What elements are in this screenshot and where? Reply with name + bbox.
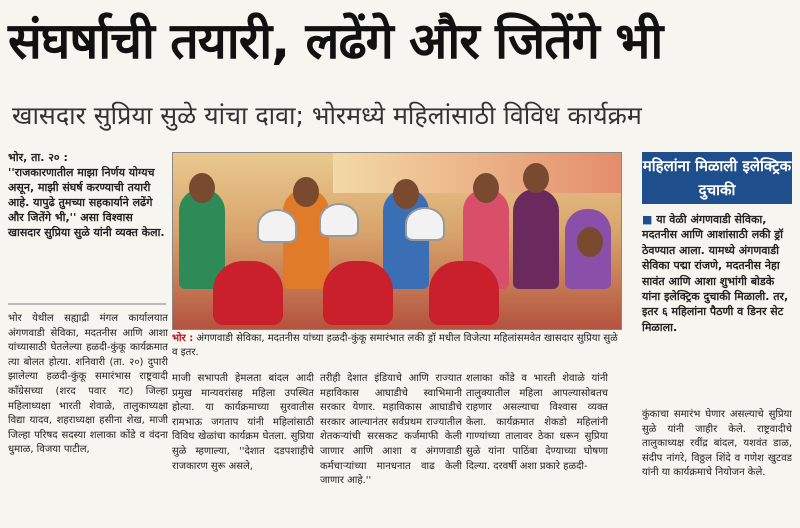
helmet-icon bbox=[319, 203, 359, 237]
helmet-icon bbox=[257, 209, 297, 243]
lead-quote-box bbox=[8, 150, 166, 300]
news-photo bbox=[172, 152, 622, 330]
photo-caption bbox=[172, 332, 624, 362]
body-column-1: भोर येथील सह्याद्री मंगल कार्यालयात अंगणवाडी सेविका, मदतनीस आणि आशा यांच्यासाठी घेतलेल्या हळदी-कुंकू कार्यक्रमात त्या बोलत होत्या. शनिवारी (ता. २०) दुपारी झालेल्या हळदी-कुंकू समारंभास राष्ट्रवादी काँग्रेसच्या (शरद पवार गट) जिल्हा महिलाध्यक्षा भारती शेवाळे, तालुकाध्यक्षा विद्या यादव, शहराध्यक्षा हसीना शेख, माजी जिल्हा परिषद सदस्या शलाका कोंडे व वंदना धुमाळ, विजया पाटील, bbox=[8, 313, 168, 456]
sidebar-body bbox=[642, 212, 792, 398]
sidebar-heading: महिलांना मिळाली इलेक्ट्रिक दुचाकी bbox=[642, 152, 792, 204]
scooter-icon bbox=[323, 261, 393, 325]
scooter-icon bbox=[213, 261, 283, 325]
lead-quote: ''राजकारणातील माझा निर्णय योग्यच असून, माझी संघर्ष करण्याची तयारी आहे. यापुढे तुमच्या सहकार्याने लढेंगे और जितेंगे भी,'' असा विश्वास खासदार सुप्रिया सुळे यांनी व्यक्त केला. bbox=[8, 166, 165, 239]
photo-head bbox=[293, 177, 319, 207]
divider bbox=[8, 303, 166, 305]
photo-head bbox=[393, 179, 419, 209]
dateline: भोर, ता. २० : bbox=[8, 151, 68, 164]
headline: संघर्षाची तयारी, लढेंगे और जितेंगे भी bbox=[8, 12, 663, 70]
bullet-icon: ■ bbox=[642, 213, 653, 226]
helmet-icon bbox=[405, 207, 445, 241]
scooter-icon bbox=[429, 261, 499, 325]
sidebar-text: या वेळी अंगणवाडी सेविका, मदतनीस आणि आशांसाठी लकी ड्रॉ ठेवण्यात आला. यामध्ये अंगणवाडी सेविका पद्मा रांजणे, मदतनीस नेहा सावंत आणि आशा शुभांगी बोडके यांना इलेक्ट्रिक दुचाकी मिळाली. तर, इतर ६ महिलांना पैठणी व डिनर सेट मिळाला. bbox=[642, 213, 789, 334]
photo-head bbox=[473, 173, 499, 203]
photo-head bbox=[577, 227, 603, 257]
photo-head bbox=[523, 163, 549, 193]
photo-head bbox=[189, 173, 215, 203]
body-column-5: कुंकाचा समारंभ घेणार असल्याचे सुप्रिया सुळे यांनी जाहीर केले. राष्ट्रवादीचे तालुकाध्यक्ष रवींद्र बांदल, यशवंत डाळ, संदीप नांगरे, विठ्ठल शिंदे व गणेश खुटवड यांनी या कार्यक्रमाचे नियोजन केले. bbox=[642, 409, 792, 479]
body-column-4: शलाका कोंडे व भारती शेवाळे यांनी तालुक्यातील महिला आपल्यासोबतच राहणार असल्याचा विश्वास व्यक्त केला. कार्यक्रमात शेकडो महिलांनी गाण्यांच्या तालावर ठेका धरून सुप्रिया सुळे यांना पाठिंबा देण्याच्या घोषणा दिल्या. दरवर्षी अशा प्रकारे हळदी- bbox=[466, 373, 608, 472]
body-column-2: माजी सभापती हेमलता बांदल आदी प्रमुख मान्यवरांसह महिला उपस्थित होत्या. या कार्यक्रमाच्या सुरवातीस रामभाऊ जगताप यांनी महिलांसाठी विविध खेळांचा कार्यक्रम घेतला. सुप्रिया सुळे म्हणाल्या, ''देशात दडपशाहीचे राजकारण सुरू असले, bbox=[172, 373, 314, 472]
body-column-3: तरीही देशात इंडियाचे आणि राज्यात महाविकास आघाडीचे स्वाभिमानी सरकार येणार. महाविकास आघाडीचे सरकार आल्यानंतर सर्वप्रथम राज्यातील शेतकऱ्यांची सरसकट कर्जमाफी केली जाणार आणि आशा व अंगणवाडी कर्मचाऱ्यांच्या मानधनात वाढ केली जाणार आहे.'' bbox=[320, 373, 462, 487]
caption-text: अंगणवाडी सेविका, मदतनीस यांच्या हळदी-कुंकू समारंभात लकी ड्रॉ मधील विजेत्या महिलांसमवेत खासदार सुप्रिया सुळे व इतर. bbox=[172, 333, 618, 358]
photo-person bbox=[513, 189, 559, 289]
caption-label: भोर : bbox=[172, 333, 194, 344]
subheadline: खासदार सुप्रिया सुळे यांचा दावा; भोरमध्ये महिलांसाठी विविध कार्यक्रम bbox=[12, 101, 642, 130]
